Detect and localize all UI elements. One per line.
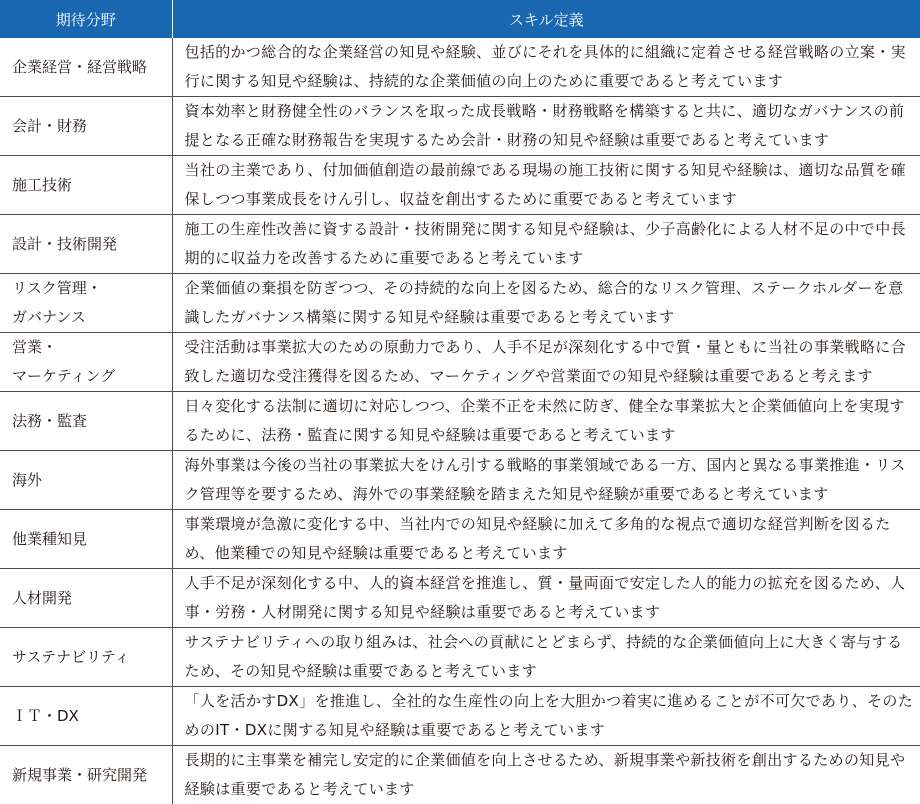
header-row xyxy=(0,0,920,38)
table-row xyxy=(0,451,920,510)
definition-cell: 企業価値の棄損を防ぎつつ、その持続的な向上を図るため、総合的なリスク管理、ステークホルダーを意識したガバナンス構築に関する知見や経験は重要であると考えています xyxy=(172,274,920,333)
table-row xyxy=(0,687,920,746)
field-cell: 設計・技術開発 xyxy=(0,215,172,274)
field-cell: 海外 xyxy=(0,451,172,510)
definition-cell: 事業環境が急激に変化する中、当社内での知見や経験に加えて多角的な視点で適切な経営判断を図るため、他業種での知見や経験は重要であると考えています xyxy=(172,510,920,569)
definition-cell: 受注活動は事業拡大のための原動力であり、人手不足が深刻化する中で質・量ともに当社の事業戦略に合致した適切な受注獲得を図るため、マーケティングや営業面での知見や経験は重要であると考えます xyxy=(172,333,920,392)
field-cell: 新規事業・研究開発 xyxy=(0,746,172,804)
definition-cell: 長期的に主事業を補完し安定的に企業価値を向上させるため、新規事業や新技術を創出するための知見や経験は重要であると考えています xyxy=(172,746,920,804)
table-row xyxy=(0,38,920,97)
definition-cell: 当社の主業であり、付加価値創造の最前線である現場の施工技術に関する知見や経験は、適切な品質を確保しつつ事業成長をけん引し、収益を創出するために重要であると考えています xyxy=(172,156,920,215)
field-cell: 営業・ マーケティング xyxy=(0,333,172,392)
definition-cell: 資本効率と財務健全性のバランスを取った成長戦略・財務戦略を構築すると共に、適切なガバナンスの前提となる正確な財務報告を実現するため会計・財務の知見や経験は重要であると考えています xyxy=(172,97,920,156)
table-row xyxy=(0,746,920,804)
field-cell: 法務・監査 xyxy=(0,392,172,451)
table-row xyxy=(0,215,920,274)
field-cell: 人材開発 xyxy=(0,569,172,628)
table-row xyxy=(0,333,920,392)
table-row xyxy=(0,510,920,569)
table-row xyxy=(0,569,920,628)
field-cell: 他業種知見 xyxy=(0,510,172,569)
definition-cell: 「人を活かすDX」を推進し、全社的な生産性の向上を大胆かつ着実に進めることが不可欠であり、そのためのIT・DXに関する知見や経験は重要であると考えています xyxy=(172,687,920,746)
table-row xyxy=(0,156,920,215)
definition-cell: 人手不足が深刻化する中、人的資本経営を推進し、質・量両面で安定した人的能力の拡充を図るため、人事・労務・人材開発に関する知見や経験は重要であると考えています xyxy=(172,569,920,628)
table-row xyxy=(0,274,920,333)
definition-cell: 海外事業は今後の当社の事業拡大をけん引する戦略的事業領域である一方、国内と異なる事業推進・リスク管理等を要するため、海外での事業経験を踏まえた知見や経験が重要であると考えています xyxy=(172,451,920,510)
header-field: 期待分野 xyxy=(0,0,172,38)
definition-cell: 日々変化する法制に適切に対応しつつ、企業不正を未然に防ぎ、健全な事業拡大と企業価値向上を実現するために、法務・監査に関する知見や経験は重要であると考えています xyxy=(172,392,920,451)
table-row xyxy=(0,628,920,687)
field-cell: ＩＴ・DX xyxy=(0,687,172,746)
field-cell: 企業経営・経営戦略 xyxy=(0,38,172,97)
header-definition: スキル定義 xyxy=(172,0,920,38)
field-cell: 会計・財務 xyxy=(0,97,172,156)
definition-cell: 包括的かつ総合的な企業経営の知見や経験、並びにそれを具体的に組織に定着させる経営戦略の立案・実行に関する知見や経験は、持続的な企業価値の向上のために重要であると考えています xyxy=(172,38,920,97)
table-row xyxy=(0,392,920,451)
table-row xyxy=(0,97,920,156)
definition-cell: サステナビリティへの取り組みは、社会への貢献にとどまらず、持続的な企業価値向上に大きく寄与するため、その知見や経験は重要であると考えています xyxy=(172,628,920,687)
field-cell: サステナビリティ xyxy=(0,628,172,687)
definition-cell: 施工の生産性改善に資する設計・技術開発に関する知見や経験は、少子高齢化による人材不足の中で中長期的に収益力を改善するために重要であると考えています xyxy=(172,215,920,274)
field-cell: リスク管理・ ガバナンス xyxy=(0,274,172,333)
field-cell: 施工技術 xyxy=(0,156,172,215)
